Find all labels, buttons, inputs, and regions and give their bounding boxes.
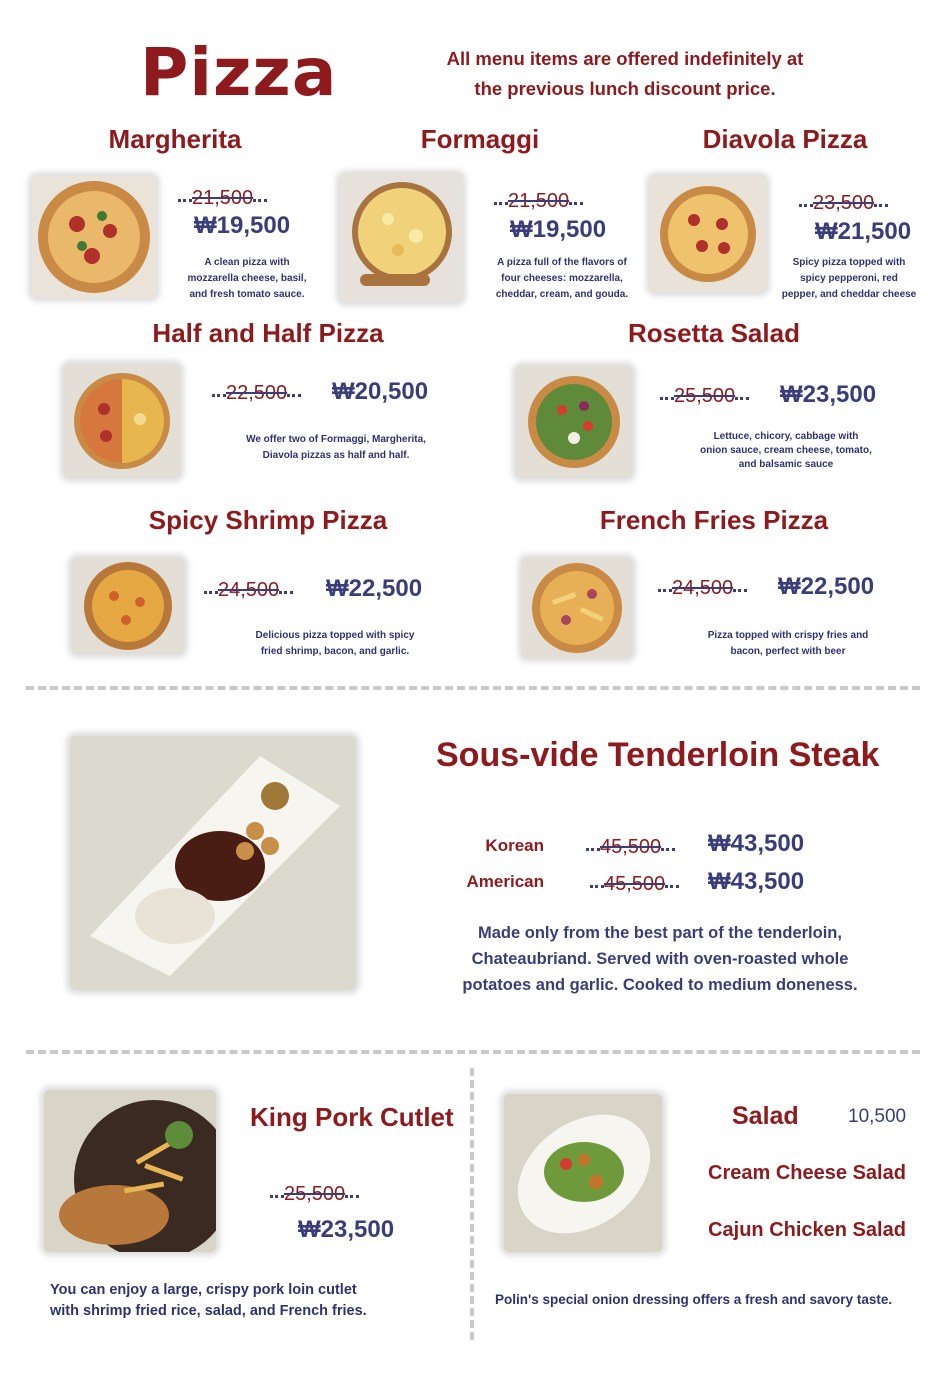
desc-line: spicy pepperoni, red bbox=[800, 273, 898, 284]
formaggi-photo-icon bbox=[340, 174, 462, 302]
steak-american-old-price: 45,500 bbox=[604, 873, 666, 895]
rosetta-title: Rosetta Salad bbox=[628, 318, 800, 348]
desc-line: Made only from the best part of the tenderloin, bbox=[478, 924, 842, 942]
margherita-new-price: ₩19,500 bbox=[194, 212, 291, 239]
half-half-new-price: ₩20,500 bbox=[332, 378, 429, 405]
rosetta-photo-icon bbox=[516, 366, 632, 478]
salad-photo-icon bbox=[504, 1094, 662, 1252]
margherita-old-price: 21,500 bbox=[192, 187, 254, 209]
formaggi-desc bbox=[482, 255, 642, 303]
steak-korean-new-price: ₩43,500 bbox=[708, 830, 805, 857]
shrimp-pizza-title: Spicy Shrimp Pizza bbox=[148, 505, 388, 535]
desc-line: fried shrimp, bacon, and garlic. bbox=[260, 646, 410, 657]
desc-line: Chateaubriand. Served with oven-roasted whole bbox=[471, 950, 849, 968]
notice-line-1: All menu items are offered indefinitely at bbox=[446, 48, 804, 69]
shrimp-pizza-photo-icon bbox=[72, 558, 184, 654]
margherita-photo-icon bbox=[32, 176, 156, 298]
steak-desc bbox=[440, 920, 880, 998]
cutlet-old-price: 25,500 bbox=[284, 1183, 346, 1205]
desc-line: You can enjoy a large, crispy pork loin cutlet bbox=[50, 1282, 357, 1298]
cream-cheese-salad: Cream Cheese Salad bbox=[708, 1162, 906, 1184]
fries-pizza-old-price: 24,500 bbox=[672, 577, 734, 599]
formaggi-title: Formaggi bbox=[420, 124, 540, 154]
diavola-new-price: ₩21,500 bbox=[815, 218, 912, 245]
fries-pizza-title: French Fries Pizza bbox=[599, 505, 829, 535]
cajun-chicken-salad: Cajun Chicken Salad bbox=[708, 1219, 906, 1241]
desc-line: four cheeses: mozzarella, bbox=[501, 273, 623, 284]
steak-american-label: American bbox=[466, 872, 544, 891]
discount-notice bbox=[400, 44, 850, 104]
formaggi-new-price: ₩19,500 bbox=[510, 216, 607, 243]
rosetta-old-price: 25,500 bbox=[674, 385, 736, 407]
fries-pizza-photo-icon bbox=[522, 558, 632, 658]
desc-line: pepper, and cheddar cheese bbox=[781, 289, 917, 300]
desc-line: Pizza topped with crispy fries and bbox=[707, 630, 869, 641]
margherita-desc bbox=[172, 255, 322, 303]
steak-photo-icon bbox=[70, 736, 356, 990]
desc-line: potatoes and garlic. Cooked to medium doneness. bbox=[462, 976, 858, 994]
desc-line: We offer two of Formaggi, Margherita, bbox=[246, 434, 426, 445]
desc-line: Diavola pizzas as half and half. bbox=[262, 450, 410, 461]
steak-american-new-price: ₩43,500 bbox=[708, 868, 805, 895]
desc-line: A pizza full of the flavors of bbox=[497, 257, 627, 268]
half-half-photo-icon bbox=[64, 364, 180, 478]
notice-line-2: the previous lunch discount price. bbox=[474, 78, 776, 99]
desc-line: and fresh tomato sauce. bbox=[189, 289, 305, 300]
steak-korean-old-price: 45,500 bbox=[600, 836, 662, 858]
margherita-title: Margherita bbox=[108, 124, 242, 154]
desc-line: and balsamic sauce bbox=[738, 459, 834, 470]
desc-line: A clean pizza with bbox=[204, 257, 290, 268]
fries-pizza-desc bbox=[696, 628, 880, 660]
steak-korean-label: Korean bbox=[485, 836, 544, 855]
salad-price: 10,500 bbox=[848, 1106, 907, 1127]
desc-line: mozzarella cheese, basil, bbox=[187, 273, 307, 284]
diavola-title: Diavola Pizza bbox=[702, 124, 868, 154]
shrimp-pizza-desc bbox=[240, 628, 430, 660]
pork-cutlet-photo-icon bbox=[44, 1090, 216, 1252]
desc-line: onion sauce, cream cheese, tomato, bbox=[700, 445, 872, 456]
diavola-photo-icon bbox=[650, 176, 766, 292]
half-half-old-price: 22,500 bbox=[226, 382, 288, 404]
cutlet-new-price: ₩23,500 bbox=[298, 1216, 395, 1243]
formaggi-old-price: 21,500 bbox=[508, 190, 570, 212]
desc-line: Spicy pizza topped with bbox=[792, 257, 906, 268]
fries-pizza-new-price: ₩22,500 bbox=[778, 573, 875, 600]
half-half-desc bbox=[226, 432, 446, 464]
desc-line: Delicious pizza topped with spicy bbox=[255, 630, 415, 641]
desc-line: cheddar, cream, and gouda. bbox=[495, 289, 629, 300]
salad-title: Salad bbox=[732, 1102, 799, 1130]
desc-line: with shrimp fried rice, salad, and French fries. bbox=[50, 1303, 367, 1319]
diavola-old-price: 23,500 bbox=[813, 192, 875, 214]
steak-title: Sous-vide Tenderloin Steak bbox=[436, 736, 880, 774]
shrimp-pizza-old-price: 24,500 bbox=[218, 579, 280, 601]
desc-line: Lettuce, chicory, cabbage with bbox=[713, 431, 859, 442]
half-half-title: Half and Half Pizza bbox=[152, 318, 384, 348]
shrimp-pizza-new-price: ₩22,500 bbox=[326, 575, 423, 602]
salad-desc: Polin's special onion dressing offers a fresh and savory taste. bbox=[495, 1292, 893, 1307]
page-title: Pizza bbox=[140, 34, 338, 111]
cutlet-desc bbox=[50, 1280, 450, 1322]
desc-line: bacon, perfect with beer bbox=[730, 646, 846, 657]
cutlet-title: King Pork Cutlet bbox=[250, 1102, 454, 1132]
section-divider bbox=[26, 686, 920, 690]
section-divider bbox=[26, 1050, 920, 1054]
diavola-desc bbox=[776, 255, 922, 303]
rosetta-new-price: ₩23,500 bbox=[780, 381, 877, 408]
rosetta-desc bbox=[694, 430, 878, 472]
column-divider bbox=[470, 1068, 474, 1340]
